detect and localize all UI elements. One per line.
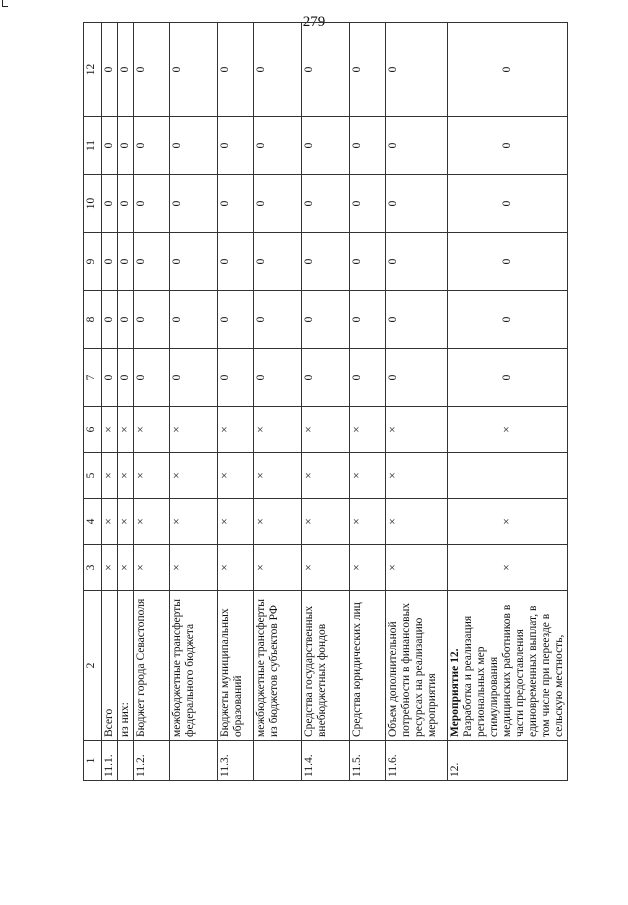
row-number — [254, 741, 302, 781]
table-row — [218, 23, 254, 781]
value-cell: × — [102, 499, 118, 545]
value-cell: × — [218, 545, 254, 591]
value-cell: 0 — [102, 117, 118, 175]
value-cell: 0 — [134, 117, 170, 175]
value-cell: 0 — [302, 349, 350, 407]
table-row — [254, 23, 302, 781]
value-cell: × — [134, 545, 170, 591]
value-cell: 0 — [218, 175, 254, 233]
value-cell: × — [118, 545, 134, 591]
corner-mark — [2, 0, 8, 7]
value-cell: × — [254, 453, 302, 499]
value-cell: 0 — [102, 349, 118, 407]
value-cell: 0 — [448, 175, 568, 233]
value-cell: 0 — [350, 23, 386, 117]
value-cell: 0 — [350, 349, 386, 407]
header-cell: 8 — [84, 291, 102, 349]
row-description-text: из них: — [119, 702, 131, 737]
value-cell: × — [350, 453, 386, 499]
row-description-text: Бюджет города Севастополя — [135, 598, 147, 737]
table-row — [386, 23, 448, 781]
value-cell: × — [118, 407, 134, 453]
row-description — [218, 591, 254, 741]
value-cell: 0 — [350, 233, 386, 291]
row-number: 11.1. — [102, 741, 118, 781]
row-description-text: Объем дополнительной потребности в финансовых ресурсах на реализацию мероприятия — [387, 602, 438, 737]
header-cell: 6 — [84, 407, 102, 453]
value-cell: 0 — [134, 349, 170, 407]
value-cell: × — [102, 453, 118, 499]
value-cell — [448, 453, 568, 499]
value-cell: 0 — [118, 291, 134, 349]
row-description — [134, 591, 170, 741]
financing-table — [83, 22, 568, 781]
value-cell: × — [448, 545, 568, 591]
value-cell: × — [386, 453, 448, 499]
value-cell: 0 — [218, 349, 254, 407]
value-cell: × — [386, 499, 448, 545]
value-cell: 0 — [170, 117, 218, 175]
value-cell: 0 — [118, 117, 134, 175]
value-cell: 0 — [170, 23, 218, 117]
table-row — [350, 23, 386, 781]
value-cell: 0 — [254, 291, 302, 349]
header-cell: 7 — [84, 349, 102, 407]
header-cell: 12 — [84, 23, 102, 117]
value-cell: 0 — [170, 233, 218, 291]
value-cell: × — [170, 545, 218, 591]
value-cell: × — [386, 407, 448, 453]
value-cell: × — [218, 453, 254, 499]
value-cell: 0 — [386, 291, 448, 349]
value-cell: 0 — [448, 291, 568, 349]
value-cell: 0 — [102, 23, 118, 117]
header-cell: 4 — [84, 499, 102, 545]
value-cell: × — [118, 499, 134, 545]
value-cell: 0 — [386, 349, 448, 407]
row-description-text: межбюджетные трансферты из бюджетов субъектов РФ — [255, 599, 280, 737]
value-cell: 0 — [386, 117, 448, 175]
row-number: 11.2. — [134, 741, 170, 781]
row-title: Мероприятие 12. — [449, 648, 461, 737]
value-cell: 0 — [118, 23, 134, 117]
header-cell: 1 — [84, 741, 102, 781]
value-cell: 0 — [102, 233, 118, 291]
value-cell: 0 — [170, 349, 218, 407]
row-description — [448, 591, 568, 741]
row-description-text: Разработка и реализация региональных мер стимулирования медицинских работников в части предоставления единовременных выплат, в том числе при переезде в сельскую местность, — [462, 604, 565, 737]
value-cell: 0 — [448, 23, 568, 117]
row-description — [302, 591, 350, 741]
value-cell: × — [302, 453, 350, 499]
value-cell: × — [350, 545, 386, 591]
value-cell: × — [170, 407, 218, 453]
row-description — [350, 591, 386, 741]
value-cell: × — [350, 499, 386, 545]
value-cell: 0 — [102, 291, 118, 349]
table-row — [448, 23, 568, 781]
table-body — [102, 23, 568, 781]
value-cell: × — [102, 545, 118, 591]
row-description-text: Бюджеты муниципальных образований — [219, 608, 244, 737]
row-description-text: Средства юридических лиц — [351, 602, 363, 737]
value-cell: × — [170, 499, 218, 545]
row-description — [118, 591, 134, 741]
value-cell: 0 — [302, 291, 350, 349]
value-cell: 0 — [118, 233, 134, 291]
value-cell: 0 — [170, 175, 218, 233]
value-cell: × — [254, 407, 302, 453]
row-number: 12. — [448, 741, 568, 781]
value-cell: 0 — [448, 233, 568, 291]
value-cell: 0 — [302, 175, 350, 233]
value-cell: × — [134, 453, 170, 499]
value-cell: × — [448, 499, 568, 545]
value-cell: 0 — [134, 233, 170, 291]
row-number — [118, 741, 134, 781]
value-cell: 0 — [218, 23, 254, 117]
header-cell: 10 — [84, 175, 102, 233]
row-description — [102, 591, 118, 741]
value-cell: 0 — [118, 349, 134, 407]
row-description-text: Всего — [103, 708, 115, 737]
value-cell: × — [218, 407, 254, 453]
header-cell: 3 — [84, 545, 102, 591]
row-number: 11.6. — [386, 741, 448, 781]
value-cell: 0 — [254, 233, 302, 291]
row-description — [170, 591, 218, 741]
row-number: 11.5. — [350, 741, 386, 781]
table-row — [170, 23, 218, 781]
value-cell: 0 — [134, 175, 170, 233]
row-description-text: межбюджетные трансферты федерального бюджета — [171, 599, 196, 737]
value-cell: 0 — [302, 23, 350, 117]
value-cell: 0 — [350, 117, 386, 175]
row-number: 11.3. — [218, 741, 254, 781]
row-description — [386, 591, 448, 741]
rotated-table-container — [83, 63, 580, 781]
table-row — [134, 23, 170, 781]
value-cell: 0 — [170, 291, 218, 349]
value-cell: × — [102, 407, 118, 453]
value-cell: × — [134, 499, 170, 545]
table-row — [302, 23, 350, 781]
value-cell: 0 — [448, 117, 568, 175]
row-number: 11.4. — [302, 741, 350, 781]
value-cell: × — [386, 545, 448, 591]
table-row — [118, 23, 134, 781]
value-cell: 0 — [302, 233, 350, 291]
value-cell: × — [302, 545, 350, 591]
header-cell: 5 — [84, 453, 102, 499]
page-number: 279 — [302, 14, 326, 30]
value-cell: 0 — [118, 175, 134, 233]
value-cell: 0 — [218, 117, 254, 175]
row-description — [254, 591, 302, 741]
value-cell: × — [254, 499, 302, 545]
value-cell: 0 — [134, 23, 170, 117]
value-cell: × — [218, 499, 254, 545]
header-cell: 11 — [84, 117, 102, 175]
value-cell: 0 — [254, 23, 302, 117]
value-cell: × — [350, 407, 386, 453]
value-cell: 0 — [218, 291, 254, 349]
header-cell: 9 — [84, 233, 102, 291]
table-row — [102, 23, 118, 781]
value-cell: 0 — [218, 233, 254, 291]
value-cell: 0 — [102, 175, 118, 233]
value-cell: 0 — [302, 117, 350, 175]
value-cell: 0 — [134, 291, 170, 349]
value-cell: 0 — [254, 117, 302, 175]
value-cell: × — [134, 407, 170, 453]
value-cell: 0 — [386, 175, 448, 233]
value-cell: 0 — [448, 349, 568, 407]
value-cell: × — [302, 499, 350, 545]
value-cell: 0 — [254, 349, 302, 407]
value-cell: × — [170, 453, 218, 499]
value-cell: 0 — [350, 175, 386, 233]
value-cell: 0 — [350, 291, 386, 349]
header-cell: 2 — [84, 591, 102, 741]
header-row — [84, 23, 102, 781]
value-cell: × — [118, 453, 134, 499]
value-cell: 0 — [254, 175, 302, 233]
value-cell: × — [448, 407, 568, 453]
row-number — [170, 741, 218, 781]
row-description-text: Средства государственных внебюджетных фондов — [303, 605, 328, 737]
value-cell: 0 — [386, 233, 448, 291]
value-cell: × — [254, 545, 302, 591]
value-cell: × — [302, 407, 350, 453]
value-cell: 0 — [386, 23, 448, 117]
